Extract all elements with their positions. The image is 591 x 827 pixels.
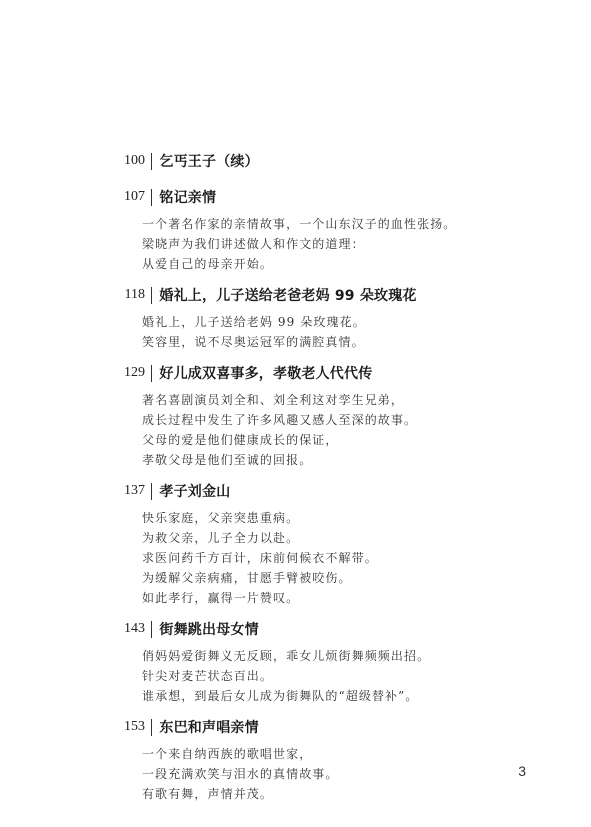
toc-entry[interactable] — [105, 149, 545, 173]
toc-entry-heading — [105, 361, 545, 385]
toc-description — [142, 744, 545, 804]
toc-description-line: 如此孝行，赢得一片赞叹。 — [142, 591, 300, 605]
toc-title[interactable]: 铭记亲情 — [159, 190, 217, 206]
toc-description-line: 针尖对麦芒状态百出。 — [142, 669, 274, 683]
toc-entry-heading — [105, 479, 545, 503]
toc-page-number: 129 — [124, 365, 145, 380]
toc-description-line: 婚礼上，儿子送给老妈 99 朵玫瑰花。 — [142, 315, 366, 329]
toc-entry-heading — [105, 149, 545, 173]
toc-title[interactable]: 婚礼上，儿子送给老爸老妈 99 朵玫瑰花 — [159, 288, 417, 304]
toc-description-line: 快乐家庭，父亲突患重病。 — [142, 511, 300, 525]
toc-description — [142, 214, 545, 274]
toc-divider — [151, 719, 152, 736]
toc-divider — [151, 365, 152, 382]
toc-entry[interactable] — [105, 479, 545, 608]
toc-description-line: 有歌有舞，声情并茂。 — [142, 787, 274, 801]
toc-divider — [151, 483, 152, 500]
toc-description-line: 父母的爱是他们健康成长的保证， — [142, 433, 339, 447]
toc-description-line: 梁晓声为我们讲述做人和作文的道理： — [142, 237, 365, 251]
toc-description-line: 一段充满欢笑与泪水的真情故事。 — [142, 767, 339, 781]
toc-page-number: 107 — [124, 189, 145, 204]
table-of-contents — [105, 140, 545, 804]
toc-description-line: 从爱自己的母亲开始。 — [142, 257, 274, 271]
toc-description-line: 孝敬父母是他们至诚的回报。 — [142, 453, 313, 467]
toc-description-line: 一个著名作家的亲情故事，一个山东汉子的血性张扬。 — [142, 217, 457, 231]
toc-entry[interactable] — [105, 361, 545, 470]
toc-entry[interactable] — [105, 283, 545, 352]
toc-description-line: 求医问药千方百计，床前伺候衣不解带。 — [142, 551, 378, 565]
toc-page-number: 118 — [124, 287, 145, 302]
toc-entry[interactable] — [105, 617, 545, 706]
toc-description-line: 俏妈妈爱街舞义无反顾，乖女儿烦街舞频频出招。 — [142, 649, 431, 663]
page-number: 3 — [518, 763, 526, 779]
toc-title[interactable]: 孝子刘金山 — [159, 484, 231, 500]
toc-entry[interactable] — [105, 715, 545, 804]
toc-page-number: 137 — [124, 483, 145, 498]
toc-description — [142, 508, 545, 608]
toc-divider — [151, 287, 152, 304]
toc-divider — [151, 189, 152, 206]
toc-title[interactable]: 东巴和声唱亲情 — [159, 720, 259, 736]
toc-page-number: 100 — [124, 153, 145, 168]
toc-description-line: 为缓解父亲病痛，甘愿手臂被咬伤。 — [142, 571, 352, 585]
toc-title[interactable]: 好儿成双喜事多，孝敬老人代代传 — [159, 366, 373, 382]
toc-entry-heading — [105, 185, 545, 209]
toc-description-line: 谁承想，到最后女儿成为街舞队的“超级替补”。 — [142, 689, 419, 703]
toc-entry-heading — [105, 715, 545, 739]
toc-description — [142, 646, 545, 706]
toc-description-line: 一个来自纳西族的歌唱世家， — [142, 747, 313, 761]
toc-description-line: 为救父亲，儿子全力以赴。 — [142, 531, 300, 545]
toc-entry-heading — [105, 283, 545, 307]
toc-description — [142, 390, 545, 470]
toc-page-number: 143 — [124, 621, 145, 636]
toc-description-line: 著名喜剧演员刘全和、刘全利这对孪生兄弟， — [142, 393, 405, 407]
toc-description — [142, 312, 545, 352]
toc-description-line: 笑容里，说不尽奥运冠军的满腔真情。 — [142, 335, 365, 349]
toc-entry-heading — [105, 617, 545, 641]
toc-divider — [151, 621, 152, 638]
toc-divider — [151, 153, 152, 170]
toc-title[interactable]: 乞丐王子（续） — [159, 154, 259, 170]
toc-description-line: 成长过程中发生了许多风趣又感人至深的故事。 — [142, 413, 418, 427]
toc-entry[interactable] — [105, 185, 545, 274]
toc-page-number: 153 — [124, 719, 145, 734]
toc-title[interactable]: 街舞跳出母女情 — [159, 622, 259, 638]
